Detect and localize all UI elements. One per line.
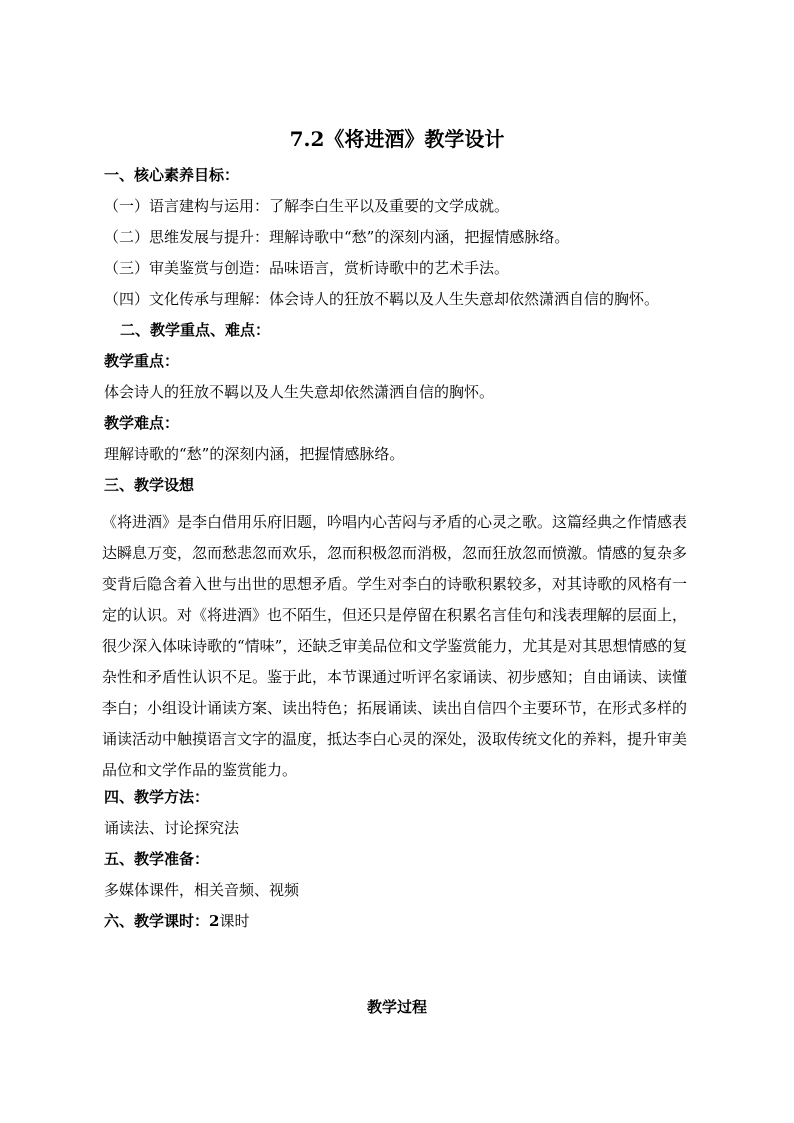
section-heading-methods: 四、教学方法： [104, 788, 210, 806]
paragraph-line: 变背后隐含着入世与出世的思想矛盾。学生对李白的诗歌积累较多，对其诗歌的风格有一 [102, 575, 688, 593]
methods-text: 诵读法、讨论探究法 [104, 819, 240, 837]
paragraph-line: 达瞬息万变，忽而愁悲忽而欢乐，忽而积极忽而消极，忽而狂放忽而愤激。情感的复杂多 [102, 544, 688, 562]
difficulty-text: 理解诗歌的“愁”的深刻内涵，把握情感脉络。 [104, 445, 405, 463]
section-heading-class-hours [104, 911, 249, 931]
class-hours-number: 2 [209, 912, 220, 930]
key-point-label: 教学重点： [104, 352, 180, 370]
paragraph-line: 《将进酒》是李白借用乐府旧题，吟唱内心苦闷与矛盾的心灵之歌。这篇经典之作情感表 [102, 513, 688, 531]
preparation-text: 多媒体课件，相关音频、视频 [104, 881, 300, 899]
goal-item-1: （一）语言建构与运用：了解李白生平以及重要的文学成就。 [104, 197, 510, 215]
paragraph-line: 品位和文学作品的鉴赏能力。 [102, 761, 298, 779]
document-title: 7.2《将进酒》教学设计 [289, 127, 505, 151]
goal-item-3: （三）审美鉴赏与创造：品味语言，赏析诗歌中的艺术手法。 [104, 259, 510, 277]
goal-item-4: （四）文化传承与理解：体会诗人的狂放不羁以及人生失意却依然潇洒自信的胸怀。 [104, 290, 660, 308]
class-hours-label: 六、教学课时： [104, 912, 210, 930]
paragraph-line: 很少深入体味诗歌的“情味”，还缺乏审美品位和文学鉴赏能力，尤其是对其思想情感的复 [102, 637, 688, 655]
section-heading-core-goals: 一、核心素养目标： [104, 166, 240, 184]
section-heading-preparation: 五、教学准备： [104, 850, 210, 868]
paragraph-line: 诵读活动中触摸语言文字的温度，抵达李白心灵的深处，汲取传统文化的养料，提升审美 [102, 730, 688, 748]
goal-item-2: （二）思维发展与提升：理解诗歌中“愁”的深刻内涵，把握情感脉络。 [104, 228, 570, 246]
difficulty-label: 教学难点： [104, 414, 180, 432]
section-heading-design-idea: 三、教学设想 [104, 476, 195, 494]
design-idea-paragraph [102, 507, 726, 786]
section-heading-key-points: 二、教学重点、难点： [120, 321, 271, 339]
key-point-text: 体会诗人的狂放不羁以及人生失意却依然潇洒自信的胸怀。 [104, 383, 495, 401]
paragraph-line: 定的认识。对《将进酒》也不陌生，但还只是停留在积累名言佳句和浅表理解的层面上， [102, 606, 688, 624]
paragraph-line: 李白；小组设计诵读方案、读出特色；拓展诵读、读出自信四个主要环节，在形式多样的 [102, 699, 688, 717]
paragraph-line: 杂性和矛盾性认识不足。鉴于此，本节课通过听评名家诵读、初步感知；自由诵读、读懂 [102, 668, 688, 686]
class-hours-unit: 课时 [219, 912, 250, 930]
teaching-process-heading: 教学过程 [366, 998, 427, 1016]
